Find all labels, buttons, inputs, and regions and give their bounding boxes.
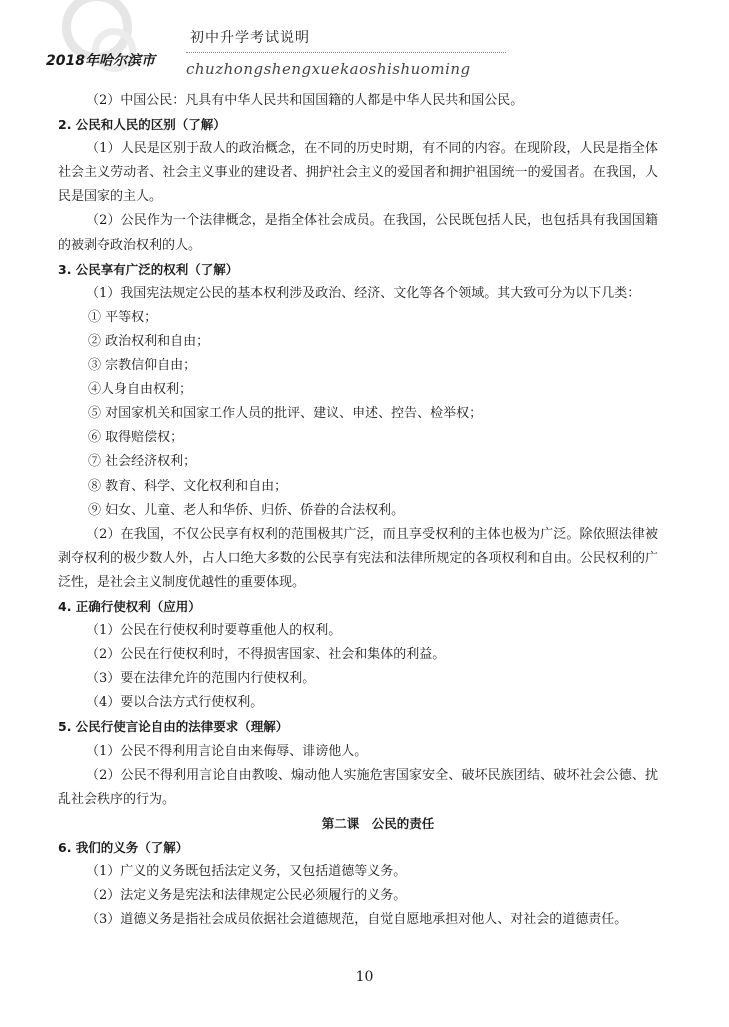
list-item: ③ 宗教信仰自由；	[88, 358, 197, 374]
list-item: （3）道德义务是指社会成员依据社会道德规范，自觉自愿地承担对他人、对社会的道德责任。	[86, 912, 628, 928]
page-body	[58, 89, 658, 932]
paragraph: （2）在我国，不仅公民享有权利的范围极其广泛，而且享受权利的主体也极为广泛。除依照法律被剥夺权利的极少数人外，占人口绝大多数的公民享有宪法和法律所规定的各项权利和自由。公民权利的广泛性，是社会主义制度优越性的重要体现。	[58, 526, 658, 590]
page-number: 10	[355, 969, 374, 985]
list-item: （4）要以合法方式行使权利。	[86, 695, 264, 711]
list-item: （2）法定义务是宪法和法律规定公民必须履行的义务。	[86, 888, 407, 904]
list-item: （1）公民在行使权利时要尊重他人的权利。	[86, 623, 342, 639]
list-item: （1）广义的义务既包括法定义务，又包括道德等义务。	[86, 864, 407, 879]
list-item: ⑦ 社会经济权利；	[88, 454, 197, 470]
list-item: ⑨ 妇女、儿童、老人和华侨、归侨、侨眷的合法权利。	[88, 502, 405, 518]
lesson-title: 第二课 公民的责任	[321, 815, 435, 831]
header-divider	[186, 52, 506, 53]
section-heading: 4. 正确行使权利（应用）	[58, 598, 201, 614]
header-city: 2018年哈尔滨市	[46, 53, 155, 69]
list-item: （2）公民在行使权利时，不得损害国家、社会和集体的利益。	[86, 647, 446, 663]
list-item: ⑥ 取得赔偿权；	[88, 430, 184, 446]
section-heading: 5. 公民行使言论自由的法律要求（理解）	[58, 719, 289, 735]
paragraph: （2）公民不得利用言论自由教唆、煽动他人实施危害国家安全、破坏民族团结、破坏社会公德、扰乱社会秩序的行为。	[58, 767, 658, 807]
list-item: ① 平等权；	[88, 309, 158, 325]
paragraph: （1）我国宪法规定公民的基本权利涉及政治、经济、文化等各个领域。其大致可分为以下几类：	[86, 285, 641, 301]
list-item: （3）要在法律允许的范围内行使权利。	[86, 671, 316, 687]
paragraph: （2）公民作为一个法律概念，是指全体社会成员。在我国，公民既包括人民，也包括具有我国国籍的被剥夺政治权利的人。	[58, 213, 658, 253]
section-heading: 2. 公民和人民的区别（了解）	[58, 117, 226, 133]
section-heading: 6. 我们的义务（了解）	[58, 839, 189, 855]
paragraph: （2）中国公民：凡具有中华人民共和国国籍的人都是中华人民共和国公民。	[86, 93, 524, 108]
header-title: 初中升学考试说明	[190, 30, 310, 46]
list-item: ④人身自由权利；	[88, 382, 193, 398]
header-pinyin: chuzhongshengxuekaoshishuoming	[186, 60, 471, 78]
paragraph: （1）公民不得利用言论自由来侮辱、诽谤他人。	[86, 743, 368, 759]
list-item: ⑧ 教育、科学、文化权利和自由；	[88, 478, 288, 494]
section-heading: 3. 公民享有广泛的权利（了解）	[58, 261, 239, 277]
list-item: ⑤ 对国家机关和国家工作人员的批评、建议、申述、控告、检举权；	[88, 406, 483, 422]
paragraph: （1）人民是区别于敌人的政治概念，在不同的历史时期，有不同的内容。在现阶段，人民是指全体社会主义劳动者、社会主义事业的建设者、拥护社会主义的爱国者和拥护祖国统一的爱国者。在我国，人民是国家的主人。	[58, 141, 658, 205]
list-item: ② 政治权利和自由；	[88, 333, 210, 349]
